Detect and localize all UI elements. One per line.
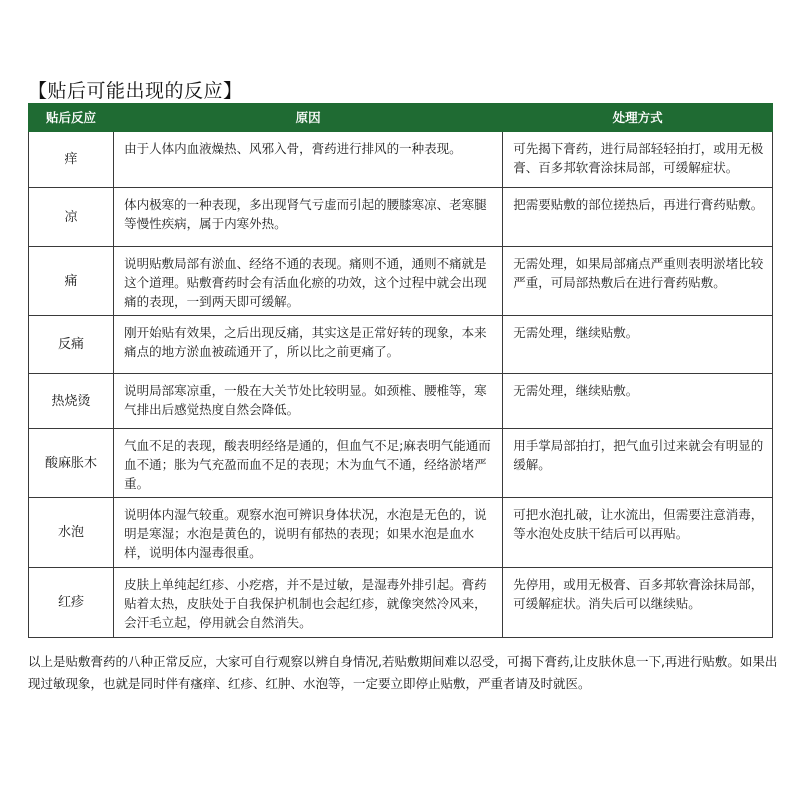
treatment-cell: 可把水泡扎破，让水流出，但需要注意消毒，等水泡处皮肤干结后可以再贴。 — [503, 498, 773, 568]
footer-note: 以上是贴敷膏药的八种正常反应，大家可自行观察以辨自身情况,若贴敷期间难以忍受，可揭下膏药,让皮肤休息一下,再进行贴敷。如果出现过敏现象，也就是同时伴有瘙痒、红疹、红肿、水泡等，一定要立即停止贴敷，严重者请及时就医。 — [28, 654, 778, 691]
section-title: 【贴后可能出现的反应】 — [28, 80, 243, 102]
header-treatment: 处理方式 — [503, 104, 773, 132]
treatment-cell: 无需处理，继续贴敷。 — [503, 316, 773, 374]
header-cause: 原因 — [114, 104, 503, 132]
treatment-cell: 先停用，或用无极膏、百多邦软膏涂抹局部，可缓解症状。消失后可以继续贴。 — [503, 568, 773, 638]
treatment-cell: 无需处理，继续贴敷。 — [503, 374, 773, 429]
table-row — [29, 498, 773, 568]
reaction-cell: 酸麻胀木 — [29, 429, 114, 498]
reaction-cell: 痒 — [29, 132, 114, 188]
reaction-cell: 热烧烫 — [29, 374, 114, 429]
table-header-row — [29, 104, 773, 132]
cause-cell: 刚开始贴有效果，之后出现反痛，其实这是正常好转的现象，本来痛点的地方淤血被疏通开了，所以比之前更痛了。 — [114, 316, 503, 374]
reaction-table — [28, 103, 773, 638]
treatment-cell: 把需要贴敷的部位搓热后，再进行膏药贴敷。 — [503, 188, 773, 247]
table-row — [29, 247, 773, 316]
cause-cell: 说明局部寒凉重，一般在大关节处比较明显。如颈椎、腰椎等，寒气排出后感觉热度自然会降低。 — [114, 374, 503, 429]
table-row — [29, 374, 773, 429]
reaction-cell: 水泡 — [29, 498, 114, 568]
table-row — [29, 568, 773, 638]
table-row — [29, 132, 773, 188]
reaction-cell: 反痛 — [29, 316, 114, 374]
treatment-cell: 无需处理，如果局部痛点严重则表明淤堵比较严重，可局部热敷后在进行膏药贴敷。 — [503, 247, 773, 316]
reaction-cell: 凉 — [29, 188, 114, 247]
table-row — [29, 188, 773, 247]
header-reaction: 贴后反应 — [29, 104, 114, 132]
reaction-cell: 红疹 — [29, 568, 114, 638]
table-row — [29, 316, 773, 374]
cause-cell: 体内极寒的一种表现，多出现肾气亏虚而引起的腰膝寒凉、老寒腿等慢性疾病，属于内寒外热。 — [114, 188, 503, 247]
table-row — [29, 429, 773, 498]
cause-cell: 皮肤上单纯起红疹、小疙瘩，并不是过敏，是湿毒外排引起。膏药贴着太热，皮肤处于自我保护机制也会起红疹，就像突然冷风来，会汗毛立起，停用就会自然消失。 — [114, 568, 503, 638]
cause-cell: 气血不足的表现，酸表明经络是通的，但血气不足;麻表明气能通而血不通；胀为气充盈而血不足的表现；木为血气不通，经络淤堵严重。 — [114, 429, 503, 498]
treatment-cell: 可先揭下膏药，进行局部轻轻拍打，或用无极膏、百多邦软膏涂抹局部，可缓解症状。 — [503, 132, 773, 188]
treatment-cell: 用手掌局部拍打，把气血引过来就会有明显的缓解。 — [503, 429, 773, 498]
reaction-cell: 痛 — [29, 247, 114, 316]
cause-cell: 由于人体内血液燥热、风邪入骨，膏药进行排风的一种表现。 — [114, 132, 503, 188]
cause-cell: 说明贴敷局部有淤血、经络不通的表现。痛则不通，通则不痛就是这个道理。贴敷膏药时会有活血化瘀的功效，这个过程中就会出现痛的表现，一到两天即可缓解。 — [114, 247, 503, 316]
cause-cell: 说明体内湿气较重。观察水泡可辨识身体状况，水泡是无色的，说明是寒湿；水泡是黄色的，说明有郁热的表现；如果水泡是血水样，说明体内湿毒很重。 — [114, 498, 503, 568]
